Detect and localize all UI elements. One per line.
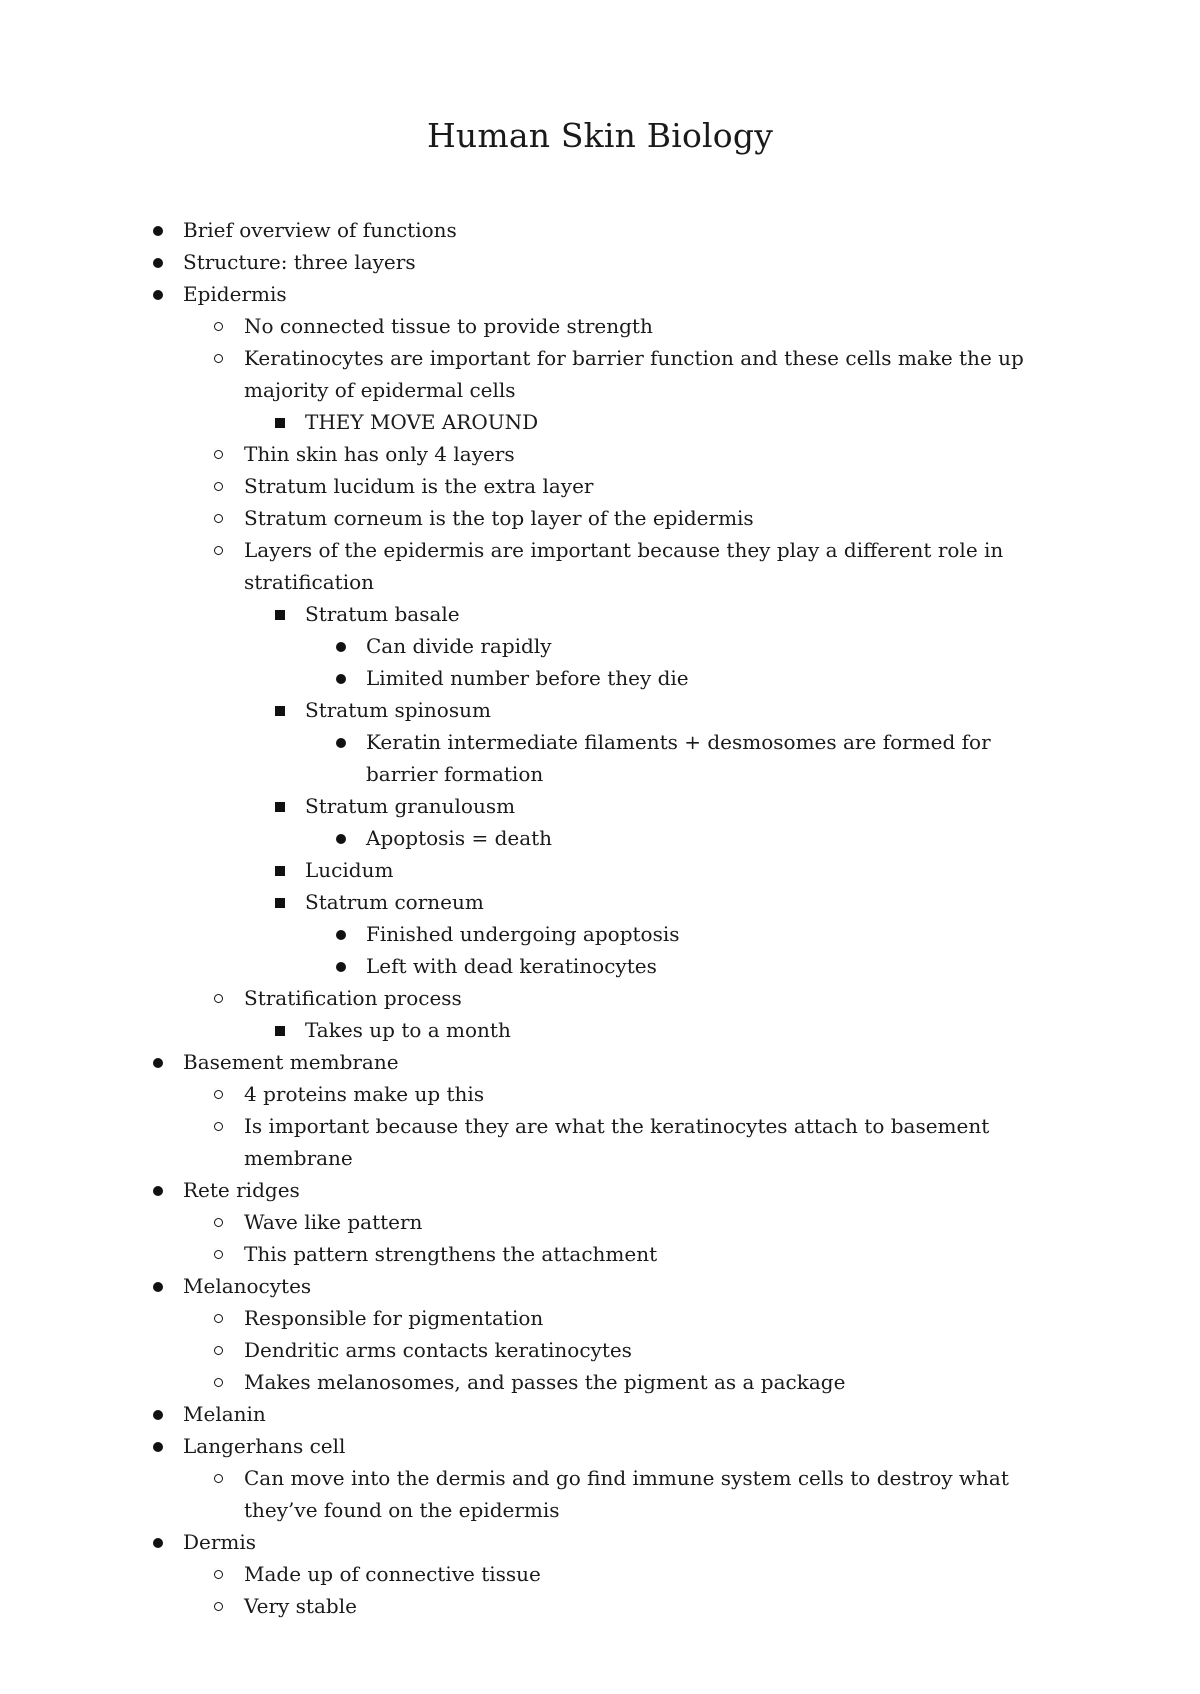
list-item xyxy=(0,214,1083,246)
bullet-square-icon xyxy=(275,886,285,918)
list-item-text: Structure: three layers xyxy=(183,250,416,274)
list-item-text: Can divide rapidly xyxy=(366,634,552,658)
list-item xyxy=(0,342,1084,406)
list-item xyxy=(0,502,1084,534)
list-item-text: No connected tissue to provide strength xyxy=(244,314,653,338)
list-item xyxy=(0,1110,1084,1174)
list-item xyxy=(0,278,1083,310)
list-item xyxy=(0,1078,1084,1110)
bullet-disc-icon xyxy=(153,1270,163,1302)
bullet-circle-icon xyxy=(214,1366,223,1398)
bullet-disc-icon xyxy=(153,1526,163,1558)
list-item-text: Very stable xyxy=(244,1594,357,1618)
bullet-circle-icon xyxy=(214,1558,223,1590)
list-item-text: Makes melanosomes, and passes the pigment as a package xyxy=(244,1370,846,1394)
notes-outline xyxy=(0,214,1200,1622)
bullet-circle-icon xyxy=(214,502,223,534)
list-item xyxy=(0,1270,1083,1302)
list-item-text: Limited number before they die xyxy=(366,666,689,690)
list-item xyxy=(0,854,1085,886)
list-item-text: Epidermis xyxy=(183,282,287,306)
list-item xyxy=(0,1046,1083,1078)
list-item-text: Apoptosis = death xyxy=(366,826,553,850)
list-item-text: Stratification process xyxy=(244,986,462,1010)
list-item xyxy=(0,598,1085,630)
bullet-square-icon xyxy=(275,598,285,630)
list-item xyxy=(0,790,1085,822)
list-item-text: Stratum corneum is the top layer of the epidermis xyxy=(244,506,754,530)
bullet-square-icon xyxy=(275,694,285,726)
bullet-disc-icon xyxy=(336,822,346,854)
bullet-circle-icon xyxy=(214,1206,223,1238)
list-item xyxy=(0,1526,1083,1558)
bullet-circle-icon xyxy=(214,982,223,1014)
list-item xyxy=(0,982,1084,1014)
list-item xyxy=(0,1398,1083,1430)
list-item-text: Responsible for pigmentation xyxy=(244,1306,544,1330)
list-item-text: Stratum lucidum is the extra layer xyxy=(244,474,594,498)
list-item-text: Can move into the dermis and go find immune system cells to destroy what they’ve found on the epidermis xyxy=(244,1466,1009,1522)
bullet-square-icon xyxy=(275,1014,285,1046)
list-item xyxy=(0,1558,1084,1590)
list-item-text: 4 proteins make up this xyxy=(244,1082,485,1106)
list-item xyxy=(0,406,1085,438)
list-item xyxy=(0,630,1056,662)
list-item-text: Langerhans cell xyxy=(183,1434,346,1458)
list-item-text: Statrum corneum xyxy=(305,890,484,914)
list-item xyxy=(0,1014,1085,1046)
bullet-disc-icon xyxy=(153,214,163,246)
list-item-text: Lucidum xyxy=(305,858,394,882)
list-item xyxy=(0,918,1056,950)
list-item-text: Stratum granulousm xyxy=(305,794,516,818)
list-item-text: Dendritic arms contacts keratinocytes xyxy=(244,1338,632,1362)
list-item-text: Made up of connective tissue xyxy=(244,1562,541,1586)
list-item xyxy=(0,1206,1084,1238)
bullet-circle-icon xyxy=(214,1078,223,1110)
list-item-text: Melanin xyxy=(183,1402,266,1426)
bullet-square-icon xyxy=(275,790,285,822)
list-item-text: Rete ridges xyxy=(183,1178,300,1202)
list-item-text: Layers of the epidermis are important because they play a different role in stratification xyxy=(244,538,1004,594)
list-item xyxy=(0,1238,1084,1270)
bullet-disc-icon xyxy=(153,1398,163,1430)
list-item-text: This pattern strengthens the attachment xyxy=(244,1242,658,1266)
list-item xyxy=(0,950,1056,982)
list-item xyxy=(0,1590,1084,1622)
list-item xyxy=(0,1174,1083,1206)
list-item-text: Brief overview of functions xyxy=(183,218,457,242)
list-item-text: Keratinocytes are important for barrier function and these cells make the up majority of epidermal cells xyxy=(244,346,1024,402)
bullet-square-icon xyxy=(275,406,285,438)
list-item xyxy=(0,694,1085,726)
list-item-text: Keratin intermediate filaments + desmosomes are formed for barrier formation xyxy=(366,730,991,786)
bullet-circle-icon xyxy=(214,1462,223,1494)
bullet-circle-icon xyxy=(214,342,223,374)
page-title: Human Skin Biology xyxy=(426,116,774,155)
bullet-disc-icon xyxy=(153,1430,163,1462)
bullet-disc-icon xyxy=(336,918,346,950)
bullet-disc-icon xyxy=(336,950,346,982)
list-item-text: Left with dead keratinocytes xyxy=(366,954,657,978)
bullet-disc-icon xyxy=(336,630,346,662)
bullet-circle-icon xyxy=(214,1302,223,1334)
list-item xyxy=(0,1334,1084,1366)
list-item-text: Stratum basale xyxy=(305,602,460,626)
list-item-text: Basement membrane xyxy=(183,1050,399,1074)
bullet-circle-icon xyxy=(214,438,223,470)
list-item xyxy=(0,310,1084,342)
list-item xyxy=(0,1430,1083,1462)
bullet-circle-icon xyxy=(214,1110,223,1142)
list-item-text: Finished undergoing apoptosis xyxy=(366,922,680,946)
list-item xyxy=(0,822,1056,854)
bullet-circle-icon xyxy=(214,534,223,566)
list-item-text: Thin skin has only 4 layers xyxy=(244,442,515,466)
list-item-text: Dermis xyxy=(183,1530,257,1554)
list-item xyxy=(0,534,1084,598)
list-item-text: THEY MOVE AROUND xyxy=(305,410,539,434)
list-item xyxy=(0,726,1056,790)
bullet-circle-icon xyxy=(214,1334,223,1366)
list-item xyxy=(0,886,1085,918)
list-item-text: Takes up to a month xyxy=(305,1018,511,1042)
bullet-disc-icon xyxy=(336,726,346,758)
bullet-circle-icon xyxy=(214,310,223,342)
list-item xyxy=(0,246,1083,278)
list-item-text: Is important because they are what the keratinocytes attach to basement membrane xyxy=(244,1114,990,1170)
list-item xyxy=(0,1366,1084,1398)
list-item xyxy=(0,438,1084,470)
bullet-circle-icon xyxy=(214,470,223,502)
bullet-circle-icon xyxy=(214,1590,223,1622)
bullet-circle-icon xyxy=(214,1238,223,1270)
bullet-disc-icon xyxy=(336,662,346,694)
list-item xyxy=(0,1462,1084,1526)
bullet-disc-icon xyxy=(153,1174,163,1206)
bullet-disc-icon xyxy=(153,246,163,278)
bullet-disc-icon xyxy=(153,278,163,310)
list-item-text: Stratum spinosum xyxy=(305,698,491,722)
list-item-text: Wave like pattern xyxy=(244,1210,423,1234)
list-item xyxy=(0,662,1056,694)
list-item xyxy=(0,1302,1084,1334)
list-item-text: Melanocytes xyxy=(183,1274,312,1298)
list-item xyxy=(0,470,1084,502)
bullet-square-icon xyxy=(275,854,285,886)
bullet-disc-icon xyxy=(153,1046,163,1078)
